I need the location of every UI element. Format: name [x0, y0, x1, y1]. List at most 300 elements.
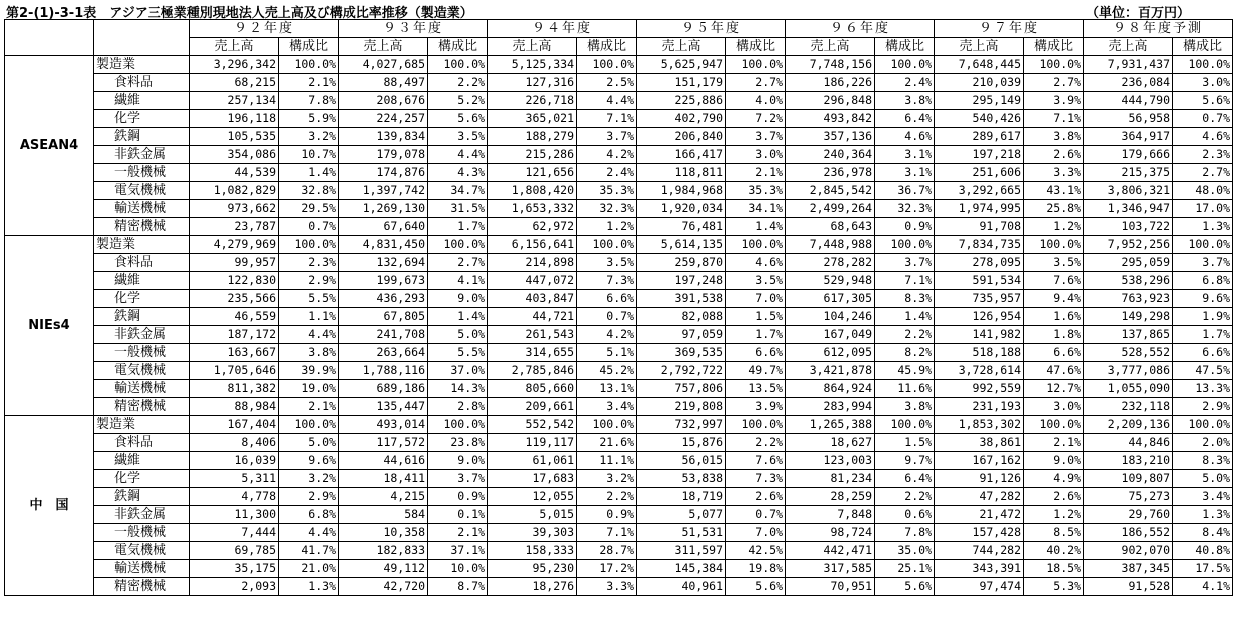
- sales-cell: 314,655: [488, 344, 577, 362]
- ratio-cell: 2.2%: [577, 488, 637, 506]
- sales-cell: 1,265,388: [786, 416, 875, 434]
- ratio-cell: 100.0%: [1173, 56, 1233, 74]
- ratio-cell: 17.2%: [577, 560, 637, 578]
- ratio-cell: 1.1%: [279, 308, 339, 326]
- ratio-cell: 3.7%: [577, 128, 637, 146]
- ratio-cell: 0.7%: [1173, 110, 1233, 128]
- industry-label: 電気機械: [94, 362, 190, 380]
- sales-cell: 591,534: [935, 272, 1024, 290]
- year-header: ９４年度: [488, 20, 637, 38]
- ratio-cell: 6.4%: [875, 110, 935, 128]
- sales-cell: 141,982: [935, 326, 1024, 344]
- ratio-cell: 4.2%: [577, 146, 637, 164]
- sales-cell: 4,831,450: [339, 236, 428, 254]
- sales-cell: 98,724: [786, 524, 875, 542]
- sales-cell: 61,061: [488, 452, 577, 470]
- sales-cell: 12,055: [488, 488, 577, 506]
- table-row: [5, 434, 1233, 452]
- ratio-cell: 32.8%: [279, 182, 339, 200]
- ratio-cell: 7.3%: [577, 272, 637, 290]
- sales-cell: 49,112: [339, 560, 428, 578]
- sales-cell: 3,292,665: [935, 182, 1024, 200]
- sales-cell: 493,842: [786, 110, 875, 128]
- sales-column-header: 売上高: [1084, 38, 1173, 56]
- industry-label: 鉄鋼: [94, 488, 190, 506]
- sales-cell: 196,118: [190, 110, 279, 128]
- table-row: [5, 560, 1233, 578]
- sales-cell: 214,898: [488, 254, 577, 272]
- industry-label: 化学: [94, 110, 190, 128]
- sales-cell: 187,172: [190, 326, 279, 344]
- table-row: [5, 398, 1233, 416]
- industry-label: 化学: [94, 290, 190, 308]
- ratio-cell: 6.8%: [1173, 272, 1233, 290]
- ratio-cell: 4.6%: [726, 254, 786, 272]
- table-row: [5, 74, 1233, 92]
- sales-cell: 1,974,995: [935, 200, 1024, 218]
- sales-cell: 278,095: [935, 254, 1024, 272]
- sales-cell: 3,296,342: [190, 56, 279, 74]
- ratio-cell: 18.5%: [1024, 560, 1084, 578]
- sales-cell: 137,865: [1084, 326, 1173, 344]
- ratio-cell: 2.1%: [279, 398, 339, 416]
- year-header: ９３年度: [339, 20, 488, 38]
- sales-cell: 3,777,086: [1084, 362, 1173, 380]
- ratio-cell: 7.6%: [726, 452, 786, 470]
- table-row: [5, 272, 1233, 290]
- sales-cell: 357,136: [786, 128, 875, 146]
- sales-cell: 135,447: [339, 398, 428, 416]
- sales-cell: 7,444: [190, 524, 279, 542]
- sales-cell: 364,917: [1084, 128, 1173, 146]
- ratio-cell: 100.0%: [726, 56, 786, 74]
- sales-cell: 197,248: [637, 272, 726, 290]
- ratio-column-header: 構成比: [1024, 38, 1084, 56]
- year-header: ９２年度: [190, 20, 339, 38]
- sales-cell: 145,384: [637, 560, 726, 578]
- ratio-cell: 0.6%: [875, 506, 935, 524]
- ratio-cell: 100.0%: [577, 236, 637, 254]
- sales-cell: 343,391: [935, 560, 1024, 578]
- sales-cell: 7,834,735: [935, 236, 1024, 254]
- table-title: 第2-(1)-3-1表 アジア三極業種別現地法人売上高及び構成比率推移（製造業）: [6, 6, 473, 21]
- sales-cell: 62,972: [488, 218, 577, 236]
- sales-cell: 529,948: [786, 272, 875, 290]
- sales-cell: 263,664: [339, 344, 428, 362]
- ratio-cell: 3.8%: [1024, 128, 1084, 146]
- sales-cell: 10,358: [339, 524, 428, 542]
- sales-cell: 1,920,034: [637, 200, 726, 218]
- sales-cell: 805,660: [488, 380, 577, 398]
- corner-industry-cell: [94, 20, 190, 56]
- ratio-cell: 13.3%: [1173, 380, 1233, 398]
- sales-cell: 584: [339, 506, 428, 524]
- sales-cell: 8,406: [190, 434, 279, 452]
- sales-cell: 18,627: [786, 434, 875, 452]
- sales-cell: 44,539: [190, 164, 279, 182]
- ratio-cell: 2.6%: [1024, 488, 1084, 506]
- industry-label: 一般機械: [94, 164, 190, 182]
- ratio-cell: 6.4%: [875, 470, 935, 488]
- ratio-cell: 3.9%: [726, 398, 786, 416]
- ratio-cell: 5.5%: [279, 290, 339, 308]
- sales-cell: 149,298: [1084, 308, 1173, 326]
- ratio-cell: 43.1%: [1024, 182, 1084, 200]
- sales-cell: 283,994: [786, 398, 875, 416]
- sales-cell: 1,082,829: [190, 182, 279, 200]
- sales-cell: 1,808,420: [488, 182, 577, 200]
- ratio-cell: 9.6%: [1173, 290, 1233, 308]
- sales-cell: 18,276: [488, 578, 577, 596]
- sales-cell: 528,552: [1084, 344, 1173, 362]
- sales-cell: 5,077: [637, 506, 726, 524]
- sales-cell: 236,978: [786, 164, 875, 182]
- sales-cell: 5,311: [190, 470, 279, 488]
- ratio-cell: 3.2%: [279, 128, 339, 146]
- industry-label: 食料品: [94, 434, 190, 452]
- industry-label: 輸送機械: [94, 380, 190, 398]
- industry-total-label: 製造業: [94, 236, 190, 254]
- ratio-cell: 19.8%: [726, 560, 786, 578]
- sales-cell: 139,834: [339, 128, 428, 146]
- sales-cell: 18,411: [339, 470, 428, 488]
- ratio-column-header: 構成比: [577, 38, 637, 56]
- sales-cell: 241,708: [339, 326, 428, 344]
- sales-cell: 387,345: [1084, 560, 1173, 578]
- ratio-cell: 1.5%: [875, 434, 935, 452]
- ratio-cell: 45.2%: [577, 362, 637, 380]
- industry-label: 非鉄金属: [94, 326, 190, 344]
- ratio-cell: 2.1%: [1024, 434, 1084, 452]
- ratio-cell: 9.7%: [875, 452, 935, 470]
- sales-cell: 28,259: [786, 488, 875, 506]
- sales-cell: 40,961: [637, 578, 726, 596]
- sales-cell: 186,552: [1084, 524, 1173, 542]
- sales-cell: 5,614,135: [637, 236, 726, 254]
- ratio-cell: 0.9%: [577, 506, 637, 524]
- ratio-cell: 7.1%: [1024, 110, 1084, 128]
- sales-cell: 436,293: [339, 290, 428, 308]
- sales-cell: 97,059: [637, 326, 726, 344]
- ratio-cell: 34.7%: [428, 182, 488, 200]
- sales-cell: 157,428: [935, 524, 1024, 542]
- industry-label: 繊維: [94, 452, 190, 470]
- ratio-cell: 8.3%: [1173, 452, 1233, 470]
- ratio-cell: 3.0%: [726, 146, 786, 164]
- sales-cell: 365,021: [488, 110, 577, 128]
- ratio-cell: 2.2%: [875, 326, 935, 344]
- ratio-cell: 35.3%: [577, 182, 637, 200]
- sales-cell: 251,606: [935, 164, 1024, 182]
- table-row: [5, 542, 1233, 560]
- ratio-cell: 37.1%: [428, 542, 488, 560]
- ratio-cell: 100.0%: [1024, 236, 1084, 254]
- ratio-cell: 3.7%: [726, 128, 786, 146]
- sales-cell: 44,846: [1084, 434, 1173, 452]
- ratio-cell: 4.4%: [428, 146, 488, 164]
- sales-column-header: 売上高: [190, 38, 279, 56]
- sales-cell: 2,785,846: [488, 362, 577, 380]
- sales-cell: 518,188: [935, 344, 1024, 362]
- table-row: [5, 506, 1233, 524]
- ratio-cell: 32.3%: [875, 200, 935, 218]
- ratio-cell: 21.0%: [279, 560, 339, 578]
- ratio-cell: 13.1%: [577, 380, 637, 398]
- table-row: [5, 290, 1233, 308]
- unit-label: （単位：百万円）: [1086, 6, 1191, 21]
- sales-cell: 76,481: [637, 218, 726, 236]
- ratio-cell: 9.0%: [428, 452, 488, 470]
- sales-cell: 369,535: [637, 344, 726, 362]
- industry-label: 一般機械: [94, 344, 190, 362]
- sales-cell: 744,282: [935, 542, 1024, 560]
- sales-cell: 210,039: [935, 74, 1024, 92]
- sales-cell: 240,364: [786, 146, 875, 164]
- ratio-cell: 7.1%: [577, 524, 637, 542]
- ratio-cell: 2.4%: [577, 164, 637, 182]
- sales-cell: 95,230: [488, 560, 577, 578]
- ratio-cell: 2.5%: [577, 74, 637, 92]
- ratio-cell: 2.7%: [428, 254, 488, 272]
- ratio-cell: 2.3%: [279, 254, 339, 272]
- ratio-cell: 100.0%: [428, 416, 488, 434]
- ratio-cell: 6.6%: [577, 290, 637, 308]
- ratio-cell: 4.9%: [1024, 470, 1084, 488]
- sales-cell: 117,572: [339, 434, 428, 452]
- ratio-cell: 2.6%: [726, 488, 786, 506]
- year-header: ９６年度: [786, 20, 935, 38]
- ratio-cell: 1.4%: [875, 308, 935, 326]
- sales-column-header: 売上高: [637, 38, 726, 56]
- sales-cell: 17,683: [488, 470, 577, 488]
- ratio-cell: 8.4%: [1173, 524, 1233, 542]
- ratio-cell: 3.1%: [875, 164, 935, 182]
- sales-cell: 75,273: [1084, 488, 1173, 506]
- industry-label: 繊維: [94, 272, 190, 290]
- ratio-cell: 2.2%: [875, 488, 935, 506]
- sales-cell: 552,542: [488, 416, 577, 434]
- ratio-cell: 5.0%: [428, 326, 488, 344]
- industry-label: 輸送機械: [94, 200, 190, 218]
- sales-cell: 2,209,136: [1084, 416, 1173, 434]
- ratio-cell: 2.2%: [726, 434, 786, 452]
- ratio-cell: 11.1%: [577, 452, 637, 470]
- table-row: [5, 200, 1233, 218]
- sales-cell: 167,049: [786, 326, 875, 344]
- sales-cell: 612,095: [786, 344, 875, 362]
- sales-cell: 295,149: [935, 92, 1024, 110]
- ratio-cell: 5.6%: [726, 578, 786, 596]
- ratio-cell: 6.6%: [1024, 344, 1084, 362]
- ratio-cell: 6.6%: [726, 344, 786, 362]
- sales-cell: 4,279,969: [190, 236, 279, 254]
- ratio-cell: 1.2%: [577, 218, 637, 236]
- ratio-cell: 100.0%: [726, 236, 786, 254]
- table-row: [5, 416, 1233, 434]
- ratio-cell: 100.0%: [875, 56, 935, 74]
- ratio-cell: 1.7%: [726, 326, 786, 344]
- sales-cell: 206,840: [637, 128, 726, 146]
- table-row: [5, 344, 1233, 362]
- sales-cell: 105,535: [190, 128, 279, 146]
- ratio-cell: 2.1%: [428, 524, 488, 542]
- ratio-cell: 10.0%: [428, 560, 488, 578]
- sales-cell: 42,720: [339, 578, 428, 596]
- table-row: [5, 362, 1233, 380]
- industry-label: 非鉄金属: [94, 506, 190, 524]
- sales-cell: 126,954: [935, 308, 1024, 326]
- sales-cell: 289,617: [935, 128, 1024, 146]
- sales-cell: 236,084: [1084, 74, 1173, 92]
- ratio-cell: 3.8%: [875, 398, 935, 416]
- ratio-cell: 100.0%: [279, 236, 339, 254]
- sales-cell: 7,448,988: [786, 236, 875, 254]
- ratio-cell: 45.9%: [875, 362, 935, 380]
- sales-cell: 47,282: [935, 488, 1024, 506]
- sales-cell: 1,269,130: [339, 200, 428, 218]
- ratio-cell: 12.7%: [1024, 380, 1084, 398]
- ratio-cell: 5.3%: [1024, 578, 1084, 596]
- sales-cell: 5,625,947: [637, 56, 726, 74]
- sales-cell: 992,559: [935, 380, 1024, 398]
- ratio-cell: 7.1%: [875, 272, 935, 290]
- industry-label: 繊維: [94, 92, 190, 110]
- sales-cell: 163,667: [190, 344, 279, 362]
- column-header-row: [5, 38, 1233, 56]
- ratio-cell: 0.9%: [875, 218, 935, 236]
- sales-cell: 2,792,722: [637, 362, 726, 380]
- sales-cell: 447,072: [488, 272, 577, 290]
- sales-cell: 732,997: [637, 416, 726, 434]
- industry-label: 食料品: [94, 254, 190, 272]
- ratio-cell: 3.7%: [428, 470, 488, 488]
- ratio-cell: 28.7%: [577, 542, 637, 560]
- sales-cell: 7,931,437: [1084, 56, 1173, 74]
- industry-label: 鉄鋼: [94, 308, 190, 326]
- ratio-cell: 4.4%: [279, 524, 339, 542]
- ratio-cell: 5.0%: [1173, 470, 1233, 488]
- ratio-cell: 7.0%: [726, 524, 786, 542]
- ratio-cell: 35.3%: [726, 182, 786, 200]
- sales-cell: 617,305: [786, 290, 875, 308]
- sales-cell: 689,186: [339, 380, 428, 398]
- ratio-cell: 3.5%: [1024, 254, 1084, 272]
- sales-cell: 493,014: [339, 416, 428, 434]
- ratio-cell: 3.5%: [726, 272, 786, 290]
- table-row: [5, 470, 1233, 488]
- ratio-cell: 41.7%: [279, 542, 339, 560]
- ratio-cell: 17.5%: [1173, 560, 1233, 578]
- sales-cell: 123,003: [786, 452, 875, 470]
- ratio-cell: 1.8%: [1024, 326, 1084, 344]
- sales-cell: 973,662: [190, 200, 279, 218]
- sales-cell: 257,134: [190, 92, 279, 110]
- ratio-cell: 4.3%: [428, 164, 488, 182]
- sales-cell: 295,059: [1084, 254, 1173, 272]
- ratio-cell: 5.6%: [428, 110, 488, 128]
- sales-cell: 103,722: [1084, 218, 1173, 236]
- ratio-cell: 11.6%: [875, 380, 935, 398]
- ratio-cell: 2.9%: [1173, 398, 1233, 416]
- sales-cell: 757,806: [637, 380, 726, 398]
- sales-cell: 56,015: [637, 452, 726, 470]
- sales-cell: 121,656: [488, 164, 577, 182]
- sales-cell: 403,847: [488, 290, 577, 308]
- ratio-cell: 2.9%: [279, 488, 339, 506]
- sales-cell: 278,282: [786, 254, 875, 272]
- sales-cell: 215,375: [1084, 164, 1173, 182]
- sales-cell: 38,861: [935, 434, 1024, 452]
- ratio-cell: 7.8%: [279, 92, 339, 110]
- ratio-cell: 100.0%: [428, 236, 488, 254]
- sales-cell: 16,039: [190, 452, 279, 470]
- ratio-cell: 17.0%: [1173, 200, 1233, 218]
- ratio-cell: 4.4%: [279, 326, 339, 344]
- ratio-cell: 2.7%: [1173, 164, 1233, 182]
- sales-cell: 2,093: [190, 578, 279, 596]
- sales-cell: 109,807: [1084, 470, 1173, 488]
- table-row: [5, 326, 1233, 344]
- ratio-cell: 48.0%: [1173, 182, 1233, 200]
- industry-label: 精密機械: [94, 578, 190, 596]
- sales-cell: 186,226: [786, 74, 875, 92]
- ratio-column-header: 構成比: [875, 38, 935, 56]
- sales-cell: 1,653,332: [488, 200, 577, 218]
- sales-cell: 21,472: [935, 506, 1024, 524]
- ratio-cell: 0.9%: [428, 488, 488, 506]
- ratio-cell: 40.2%: [1024, 542, 1084, 560]
- ratio-cell: 25.8%: [1024, 200, 1084, 218]
- sales-column-header: 売上高: [488, 38, 577, 56]
- ratio-cell: 1.6%: [1024, 308, 1084, 326]
- industry-label: 一般機械: [94, 524, 190, 542]
- sales-cell: 1,055,090: [1084, 380, 1173, 398]
- sales-cell: 174,876: [339, 164, 428, 182]
- sales-cell: 3,806,321: [1084, 182, 1173, 200]
- ratio-cell: 100.0%: [1024, 416, 1084, 434]
- sales-cell: 182,833: [339, 542, 428, 560]
- ratio-cell: 9.0%: [1024, 452, 1084, 470]
- industry-total-label: 製造業: [94, 416, 190, 434]
- table-row: [5, 578, 1233, 596]
- sales-cell: 259,870: [637, 254, 726, 272]
- ratio-cell: 2.4%: [875, 74, 935, 92]
- sales-cell: 1,705,646: [190, 362, 279, 380]
- ratio-cell: 1.9%: [1173, 308, 1233, 326]
- sales-cell: 311,597: [637, 542, 726, 560]
- sales-cell: 226,718: [488, 92, 577, 110]
- ratio-cell: 9.6%: [279, 452, 339, 470]
- sales-cell: 51,531: [637, 524, 726, 542]
- sales-cell: 3,421,878: [786, 362, 875, 380]
- sales-cell: 864,924: [786, 380, 875, 398]
- sales-cell: 219,808: [637, 398, 726, 416]
- sales-cell: 88,497: [339, 74, 428, 92]
- industry-label: 電気機械: [94, 182, 190, 200]
- ratio-cell: 2.7%: [726, 74, 786, 92]
- sales-column-header: 売上高: [935, 38, 1024, 56]
- ratio-cell: 6.6%: [1173, 344, 1233, 362]
- ratio-cell: 100.0%: [577, 56, 637, 74]
- sales-cell: 225,886: [637, 92, 726, 110]
- sales-cell: 215,286: [488, 146, 577, 164]
- sales-cell: 902,070: [1084, 542, 1173, 560]
- ratio-cell: 5.0%: [279, 434, 339, 452]
- ratio-cell: 3.1%: [875, 146, 935, 164]
- sales-cell: 53,838: [637, 470, 726, 488]
- sales-cell: 317,585: [786, 560, 875, 578]
- region-label: ASEAN4: [5, 56, 94, 236]
